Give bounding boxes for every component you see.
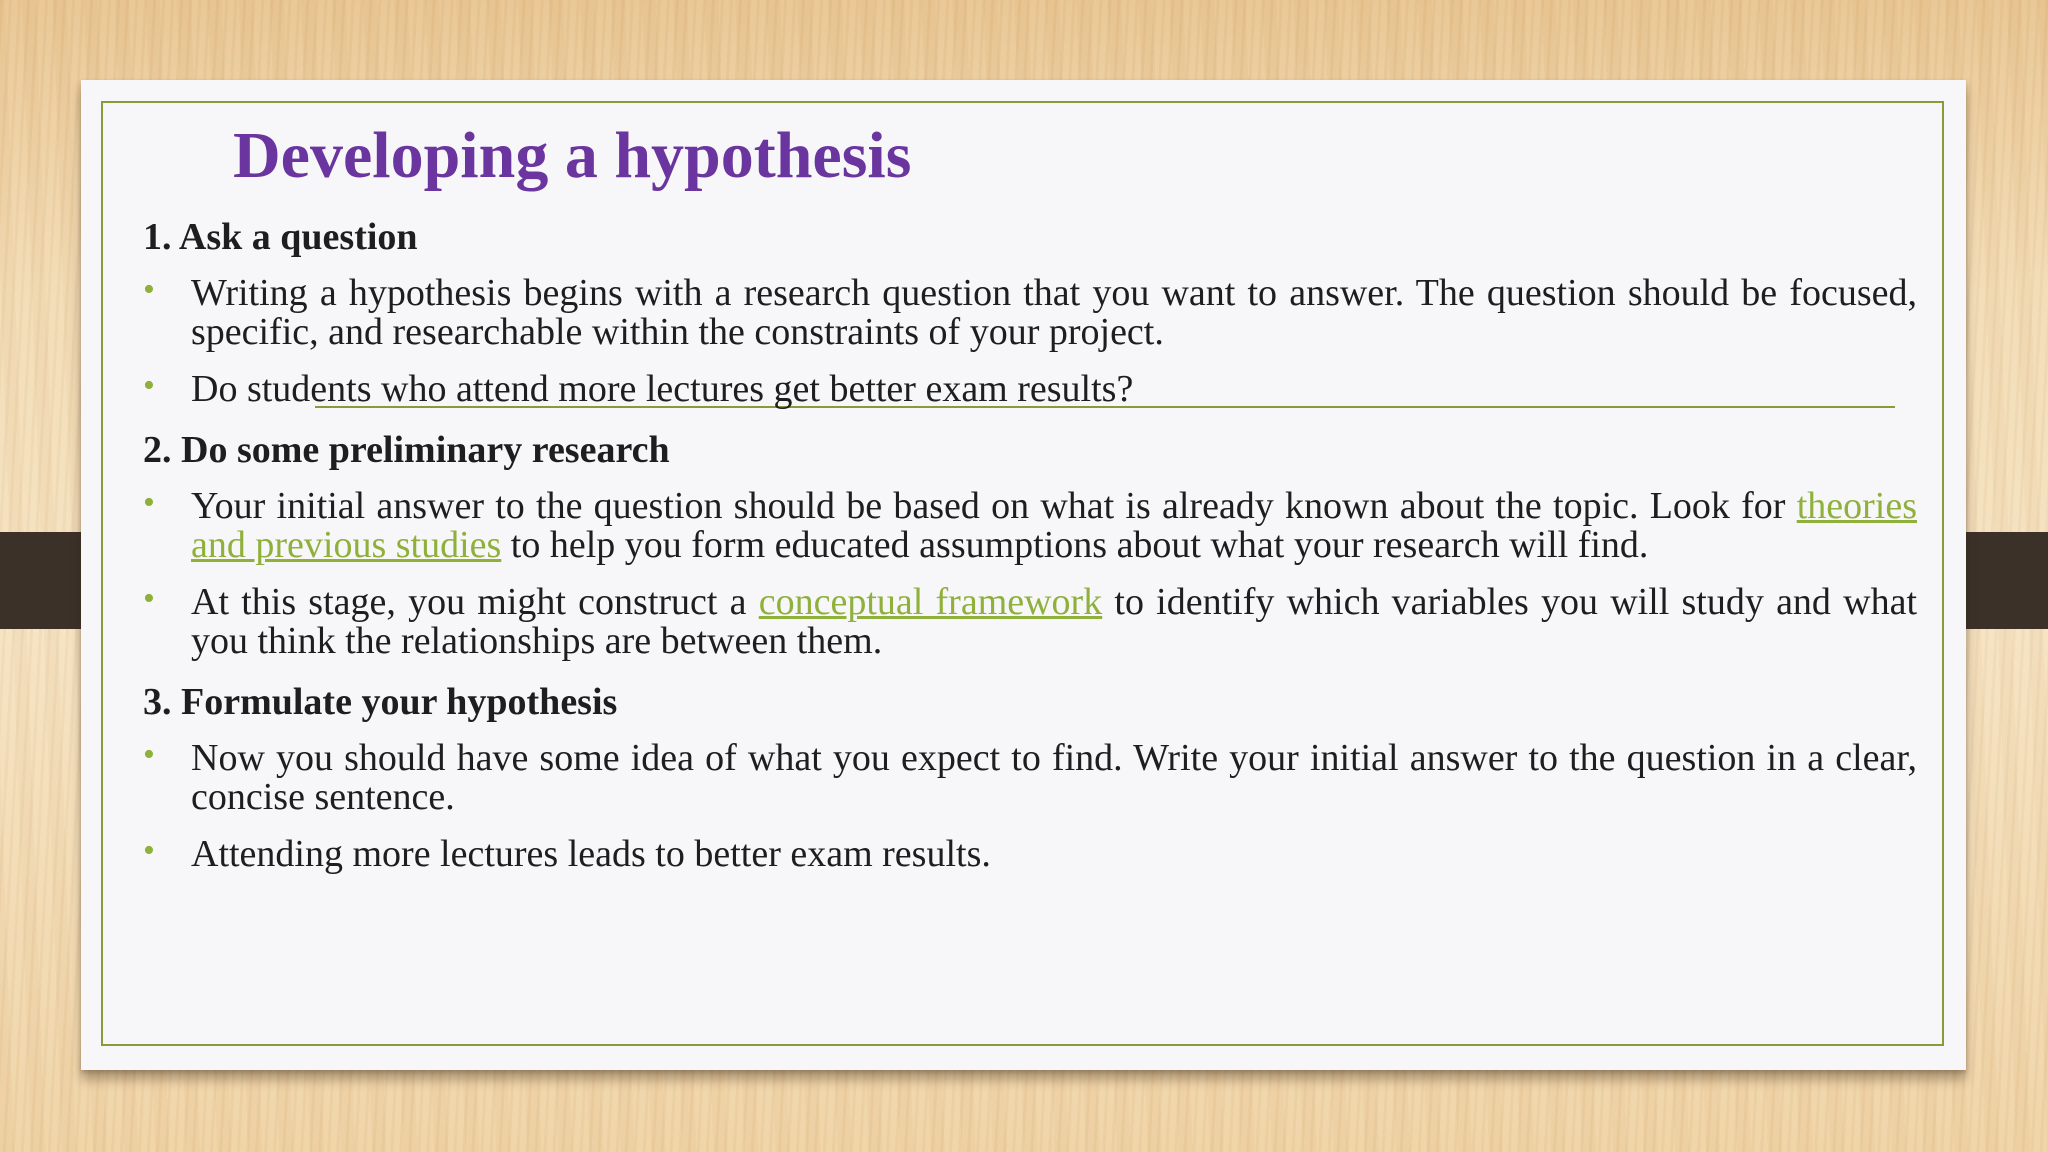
slide-title: Developing a hypothesis	[233, 119, 912, 192]
bullet-icon: •	[143, 484, 155, 521]
conceptual-framework-link[interactable]: conceptual framework	[758, 581, 1103, 623]
bullet-text: to help you form educated assumptions about what your research will find.	[501, 524, 1649, 566]
list-item	[143, 484, 1917, 566]
list-item	[143, 580, 1918, 662]
list-item	[143, 832, 1917, 875]
bullet-icon: •	[143, 580, 155, 617]
bullet-icon: •	[143, 832, 155, 869]
list-item	[143, 271, 1917, 353]
bullet-text: Your initial answer to the question should be based on what is already known about the topic. Look for	[191, 485, 1797, 527]
bullet-text: At this stage, you might construct a	[191, 581, 759, 623]
section-heading-preliminary-research: 2. Do some preliminary research	[143, 429, 670, 471]
bullet-icon: •	[143, 736, 155, 773]
bullet-text: to identify which variables you will study and what you think the relationships are between them.	[191, 581, 1918, 662]
bullet-text: Attending more lectures leads to better exam results.	[191, 833, 991, 875]
bullet-icon: •	[143, 271, 155, 308]
slide-card	[81, 80, 1966, 1070]
bullet-text: Writing a hypothesis begins with a research question that you want to answer. The question should be focused, specific, and researchable within the constraints of your project.	[191, 272, 1917, 353]
bullet-text: Now you should have some idea of what you expect to find. Write your initial answer to the question in a clear, concise sentence.	[191, 737, 1917, 818]
theories-link[interactable]: theories and previous studies	[191, 485, 1917, 566]
list-item	[143, 736, 1917, 818]
slide-content	[143, 208, 1917, 892]
bullet-icon: •	[143, 367, 155, 404]
section-heading-formulate-hypothesis: 3. Formulate your hypothesis	[143, 681, 618, 723]
list-item	[143, 367, 1917, 410]
section-heading-ask-question: 1. Ask a question	[143, 216, 418, 258]
bullet-text: Do students who attend more lectures get better exam results?	[191, 368, 1134, 410]
